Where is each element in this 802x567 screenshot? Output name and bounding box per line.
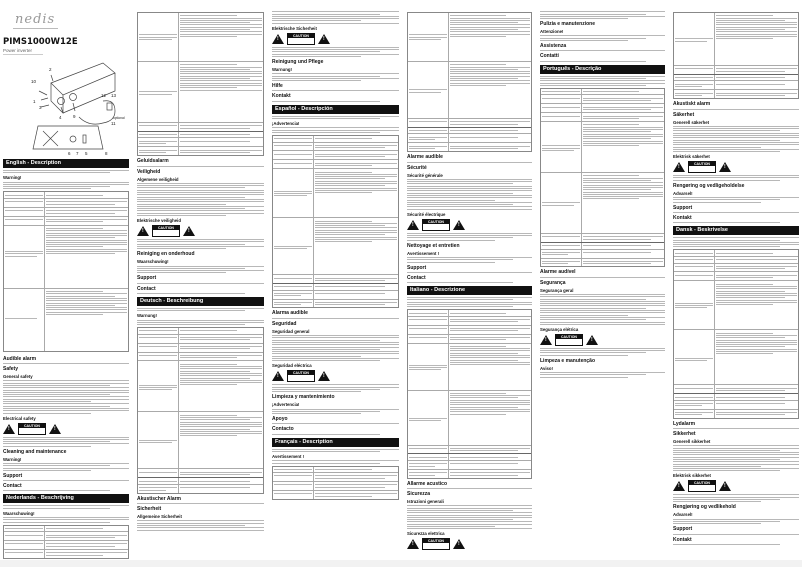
- caution-label: [3, 423, 129, 435]
- section-banner-french: Français - Description: [272, 438, 399, 447]
- cleaning-heading: Limpieza y mantenimiento: [272, 394, 335, 401]
- page-footer-strip: [0, 560, 802, 567]
- section-banner-english: English - Description: [3, 159, 129, 168]
- warning-heading: Waarschuwing!: [3, 510, 35, 516]
- caution-title: CAUTION: [19, 424, 45, 428]
- safety-heading: Sicherheit: [137, 506, 162, 513]
- contact-heading: Contatti: [540, 53, 559, 60]
- warning-triangle-icon: [453, 539, 465, 549]
- contact-heading: Contact: [3, 483, 22, 490]
- support-heading: Assistenza: [540, 43, 567, 50]
- electrical-safety-heading: Sicurezza elettrica: [407, 531, 445, 537]
- svg-text:12: 12: [101, 93, 107, 98]
- cleaning-heading: Cleaning and maintenance: [3, 448, 67, 455]
- svg-text:4: 4: [59, 115, 62, 120]
- audible-alarm-heading: Lydalarm: [673, 420, 696, 427]
- product-diagram: [3, 61, 129, 156]
- brand-logo: nedis: [15, 12, 56, 27]
- description-table-english: [3, 191, 129, 351]
- support-heading: Support: [407, 264, 427, 271]
- svg-text:1: 1: [33, 99, 36, 104]
- general-safety-heading: Algemene veiligheid: [137, 176, 179, 182]
- warning-triangle-icon: [407, 220, 419, 230]
- cleaning-heading: Rengjøring og vedlikehold: [673, 504, 736, 511]
- general-safety-heading: Generell sikkerhet: [673, 438, 711, 444]
- audible-alarm-heading: Alarme audible: [407, 154, 443, 161]
- section-banner-spanish: Español - Descripción: [272, 105, 399, 114]
- warning-triangle-icon: [318, 371, 330, 381]
- electrical-safety-heading: Sécurité électrique: [407, 211, 446, 217]
- subtitle-underline: [3, 54, 43, 55]
- electrical-safety-heading: Elektrische Sicherheit: [272, 25, 317, 31]
- cleaning-warning-heading: Advarsel!: [673, 190, 693, 196]
- warning-triangle-icon: [49, 424, 61, 434]
- caution-label: [407, 219, 532, 231]
- section-banner-italian: Italiano - Descrizione: [407, 286, 532, 295]
- general-safety-heading: Generell säkerhet: [673, 119, 710, 125]
- electrical-safety-heading: Elektrisk säkerhet: [673, 154, 710, 160]
- support-heading: Support: [3, 472, 23, 479]
- svg-text:3: 3: [39, 105, 42, 110]
- warning-triangle-icon: [272, 34, 284, 44]
- contact-heading: Contact: [407, 274, 426, 281]
- contact-heading: Kontakt: [673, 536, 692, 543]
- description-table-french: [272, 466, 399, 500]
- warning-triangle-icon: [540, 335, 552, 345]
- warning-heading: Warnung!: [137, 313, 157, 319]
- general-safety-heading: Seguridad general: [272, 328, 310, 334]
- warning-triangle-icon: [137, 226, 149, 236]
- audible-alarm-heading: Akustiskt alarm: [673, 101, 711, 108]
- audible-alarm-heading: Alarma audible: [272, 310, 308, 317]
- warning-triangle-icon: [272, 371, 284, 381]
- general-safety-heading: Segurança geral: [540, 287, 574, 293]
- support-heading: Support: [673, 526, 693, 533]
- column-2: [134, 0, 267, 567]
- cleaning-warning-heading: Waarschuwing!: [137, 259, 169, 265]
- caution-label: [272, 33, 399, 45]
- electrical-safety-heading: Elektrisk sikkerhet: [673, 473, 711, 479]
- caution-title: CAUTION: [153, 226, 179, 230]
- description-table-swedish-cont: [673, 12, 799, 99]
- description-table-spanish: [272, 135, 399, 309]
- warning-triangle-icon: [3, 424, 15, 434]
- caution-label: [540, 334, 665, 346]
- svg-text:optional: optional: [113, 116, 125, 120]
- column-5: [537, 0, 668, 567]
- cleaning-warning-heading: Attenzione!: [540, 29, 564, 35]
- section-banner-portuguese: Português - Descrição: [540, 65, 665, 74]
- logo-underline: [13, 28, 58, 29]
- svg-text:2: 2: [49, 67, 52, 72]
- audible-alarm-heading: Audible alarm: [3, 355, 37, 362]
- cleaning-heading: Reiniging en onderhoud: [137, 251, 195, 258]
- svg-text:8: 8: [105, 151, 108, 156]
- description-table-french-cont: [407, 12, 532, 152]
- cleaning-warning-heading: Advarsel!: [673, 512, 693, 518]
- safety-heading: Safety: [3, 366, 19, 373]
- description-table-dutch: [3, 525, 129, 559]
- svg-text:10: 10: [31, 79, 37, 84]
- description-table-portuguese: [540, 88, 665, 268]
- warning-triangle-icon: [673, 162, 685, 172]
- column-3: [269, 0, 402, 567]
- warning-triangle-icon: [673, 481, 685, 491]
- inverter-illustration-icon: [3, 61, 129, 156]
- svg-text:7: 7: [76, 151, 79, 156]
- caution-label: [407, 538, 532, 550]
- electrical-safety-heading: Elektrische veiligheid: [137, 218, 181, 224]
- audible-alarm-heading: Allarme acustico: [407, 480, 448, 487]
- cleaning-warning-heading: Warnung!: [272, 66, 292, 72]
- cleaning-heading: Limpeza e manutenção: [540, 357, 596, 364]
- cleaning-heading: Reinigung und Pflege: [272, 58, 324, 65]
- cleaning-heading: Pulizia e manutenzione: [540, 21, 596, 28]
- warning-heading: Avertissement !: [272, 454, 305, 459]
- description-table-italian: [407, 309, 532, 479]
- support-heading: Support: [137, 275, 157, 282]
- audible-alarm-heading: Geluidsalarm: [137, 158, 169, 165]
- section-banner-dutch: Nederlands - Beschrijving: [3, 494, 129, 503]
- svg-text:6: 6: [68, 151, 71, 156]
- caution-label: [272, 370, 399, 382]
- caution-title: CAUTION: [423, 539, 449, 543]
- warning-triangle-icon: [586, 335, 598, 345]
- description-table-danish: [673, 249, 799, 418]
- svg-text:9: 9: [73, 114, 76, 119]
- cleaning-warning-heading: Warning!: [3, 456, 22, 462]
- column-1: [0, 0, 132, 567]
- caution-label: [673, 480, 799, 492]
- cleaning-warning-heading: ¡Advertencia!: [272, 402, 300, 408]
- warning-triangle-icon: [453, 220, 465, 230]
- caution-title: CAUTION: [423, 220, 449, 224]
- support-heading: Apoyo: [272, 416, 288, 423]
- cleaning-warning-heading: Aviso!: [540, 365, 553, 371]
- warning-triangle-icon: [407, 539, 419, 549]
- caution-title: CAUTION: [689, 481, 715, 485]
- general-safety-heading: Allgemeine Sicherheit: [137, 514, 182, 520]
- safety-heading: Sécurité: [407, 164, 427, 171]
- safety-heading: Sicurezza: [407, 491, 431, 498]
- cleaning-heading: Nettoyage et entretien: [407, 242, 460, 249]
- warning-triangle-icon: [318, 34, 330, 44]
- product-subtitle: Power inverter: [3, 48, 33, 53]
- svg-text:11: 11: [111, 121, 116, 126]
- electrical-safety-heading: Seguridad eléctrica: [272, 363, 312, 369]
- support-heading: Hilfe: [272, 83, 283, 90]
- warning-heading: ¡Advertencia!: [272, 121, 300, 127]
- warning-triangle-icon: [183, 226, 195, 236]
- general-safety-heading: Istruzioni generali: [407, 499, 444, 505]
- svg-text:5: 5: [85, 151, 88, 156]
- section-banner-german: Deutsch - Beschreibung: [137, 297, 264, 306]
- audible-alarm-heading: Akustischer Alarm: [137, 495, 181, 502]
- safety-heading: Veiligheid: [137, 168, 161, 175]
- description-table-dutch-cont: [137, 12, 264, 156]
- contact-heading: Kontakt: [673, 214, 692, 221]
- electrical-safety-heading: Segurança elétrica: [540, 326, 579, 332]
- contact-heading: Contacto: [272, 426, 294, 433]
- safety-heading: Segurança: [540, 279, 566, 286]
- warning-heading: Warning!: [3, 175, 22, 181]
- model-title: PIMS1000W12E: [3, 37, 78, 47]
- column-6: [670, 0, 802, 567]
- safety-heading: Säkerhet: [673, 111, 695, 118]
- safety-heading: Sikkerhet: [673, 430, 696, 437]
- general-safety-heading: Sécurité générale: [407, 172, 443, 178]
- caution-label: [137, 225, 264, 237]
- caution-label: [673, 161, 799, 173]
- caution-title: CAUTION: [288, 371, 314, 375]
- general-safety-heading: General safety: [3, 374, 33, 380]
- support-heading: Support: [673, 204, 693, 211]
- caution-title: CAUTION: [556, 335, 582, 339]
- warning-triangle-icon: [719, 481, 731, 491]
- audible-alarm-heading: Alarme audível: [540, 269, 576, 276]
- column-4: [404, 0, 535, 567]
- caution-title: CAUTION: [689, 162, 715, 166]
- contact-heading: Kontakt: [272, 93, 291, 100]
- cleaning-warning-heading: Avertissement !: [407, 250, 440, 256]
- contact-heading: Contact: [137, 285, 156, 292]
- warning-triangle-icon: [719, 162, 731, 172]
- safety-heading: Seguridad: [272, 320, 297, 327]
- description-table-german: [137, 327, 264, 494]
- caution-title: CAUTION: [288, 34, 314, 38]
- svg-text:13: 13: [111, 93, 117, 98]
- section-banner-danish: Dansk - Beskrivelse: [673, 226, 799, 235]
- electrical-safety-heading: Electrical safety: [3, 415, 36, 421]
- cleaning-heading: Rengøring og vedligeholdelse: [673, 182, 745, 189]
